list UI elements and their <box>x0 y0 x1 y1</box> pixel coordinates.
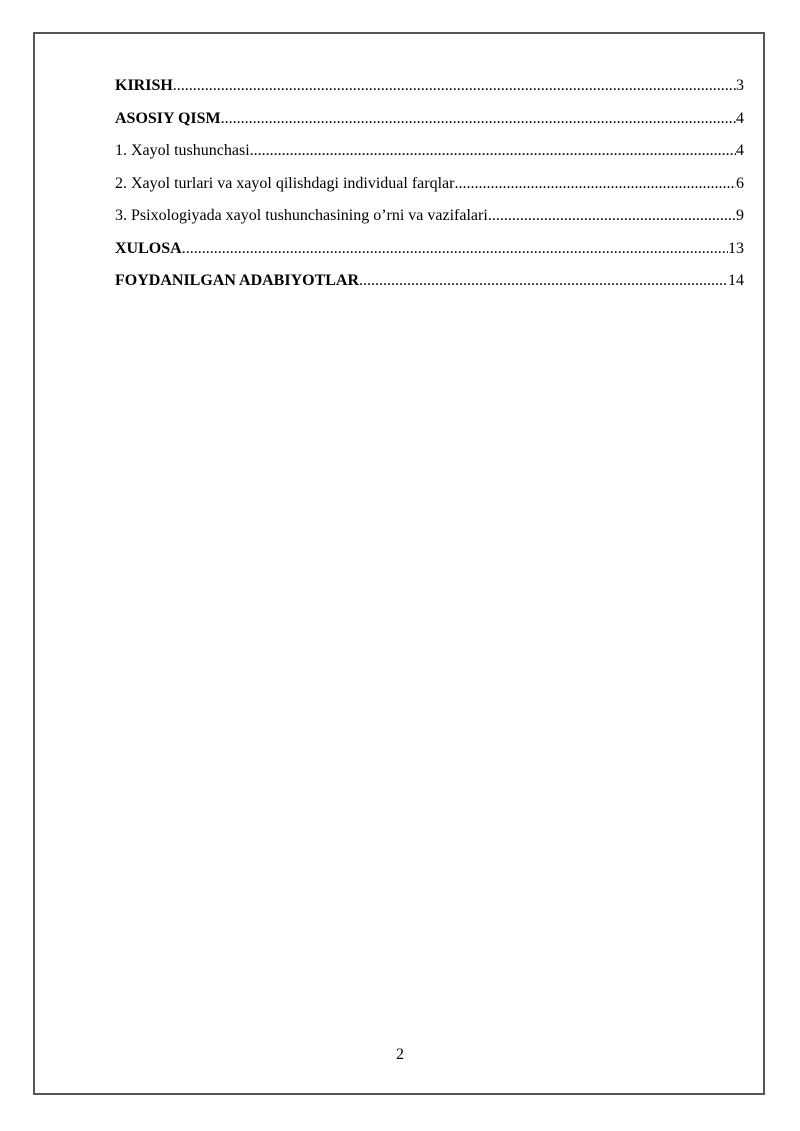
toc-entry-section-3[interactable] <box>115 206 744 239</box>
toc-entry-page: 14 <box>728 272 744 289</box>
toc-leader-dots <box>488 206 736 226</box>
toc-entry-page: 4 <box>736 142 744 159</box>
toc-entry-page: 3 <box>736 77 744 94</box>
toc-entry-xulosa[interactable] <box>115 239 744 272</box>
toc-leader-dots <box>454 174 736 194</box>
toc-entry-title: ASOSIY QISM <box>115 109 221 127</box>
toc-entry-page: 6 <box>736 174 744 192</box>
toc-entry-section-2[interactable] <box>115 174 744 207</box>
toc-entry-title: 1. Xayol tushunchasi <box>115 142 250 159</box>
toc-entry-foydanilgan-adabiyotlar[interactable] <box>115 271 744 304</box>
toc-leader-dots <box>182 239 728 259</box>
toc-entry-page: 9 <box>736 207 744 224</box>
toc-leader-dots <box>173 76 736 96</box>
toc-entry-page: 4 <box>736 109 744 127</box>
toc-leader-dots <box>221 109 736 129</box>
toc-entry-asosiy-qism[interactable] <box>115 109 744 142</box>
toc-leader-dots <box>250 141 736 161</box>
toc-entry-section-1[interactable] <box>115 141 744 174</box>
toc-leader-dots <box>359 271 728 291</box>
page-number: 2 <box>396 1046 404 1063</box>
table-of-contents <box>115 76 744 304</box>
toc-entry-title: 2. Xayol turlari va xayol qilishdagi individual farqlar <box>115 174 455 192</box>
toc-entry-title: 3. Psixologiyada xayol tushunchasining o’rni va vazifalari <box>115 207 488 224</box>
toc-entry-title: KIRISH <box>115 77 173 94</box>
toc-entry-title: XULOSA <box>115 239 182 257</box>
toc-entry-title: FOYDANILGAN ADABIYOTLAR <box>115 272 360 289</box>
toc-entry-page: 13 <box>728 239 744 257</box>
toc-entry-kirish[interactable] <box>115 76 744 109</box>
